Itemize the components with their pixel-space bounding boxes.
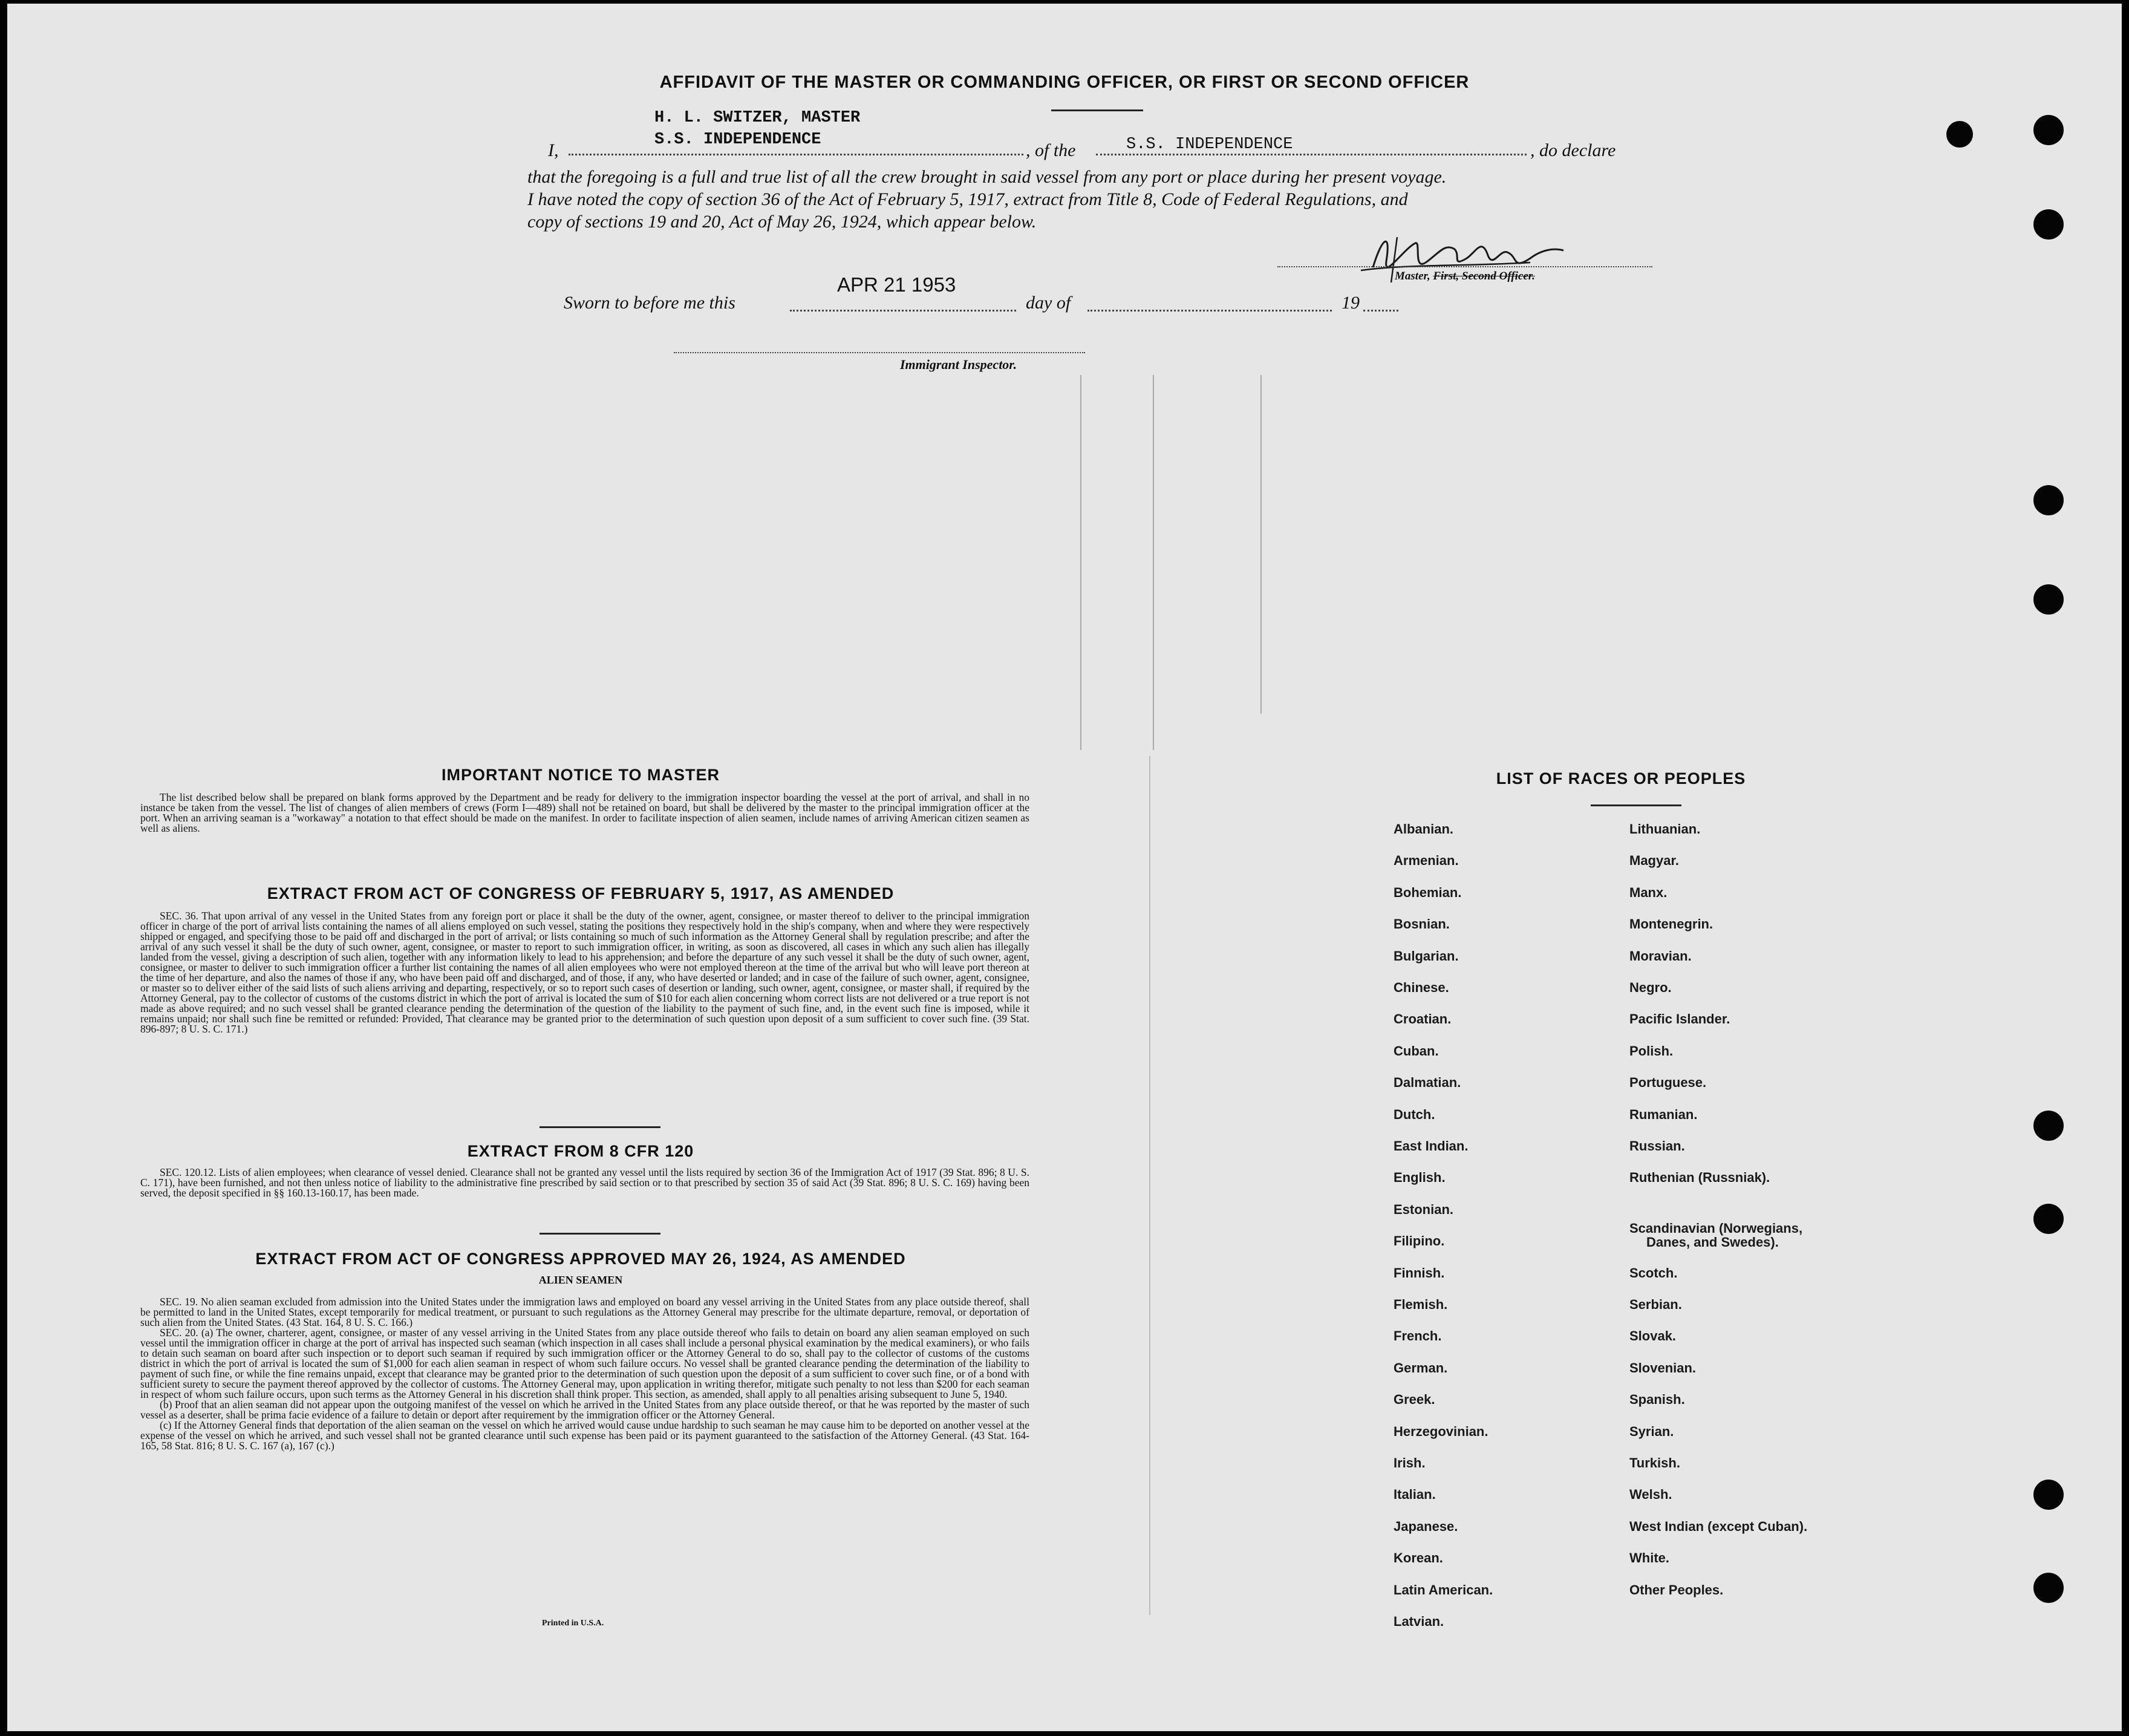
extract-cfr-heading: EXTRACT FROM 8 CFR 120 (467, 1142, 694, 1160)
race-item: Greek. (1394, 1392, 1435, 1408)
race-item: Italian. (1394, 1487, 1436, 1503)
race-item: Flemish. (1394, 1297, 1448, 1312)
race-item: Latvian. (1394, 1614, 1444, 1629)
race-item: Albanian. (1394, 821, 1454, 837)
race-item: Croatian. (1394, 1011, 1452, 1027)
signature-role (1395, 270, 1535, 283)
vessel-field-line (1096, 154, 1527, 155)
punch-hole (2033, 209, 2064, 240)
race-item: Korean. (1394, 1550, 1443, 1566)
extract-1917-paragraph: SEC. 36. That upon arrival of any vessel in the United States from any foreign port or place it shall be the duty of the owner, agent, consignee, or master thereof to deliver to the principal immigration officer in charge of the port of arrival lists containing the names of all aliens employed on such vessel, stating the positions they respectively hold in the ship's company, when and where they were respectively shipped or engaged, and specifying those to be paid off and discharged in the port of arrival; or lists containing so much of such information as the Attorney General shall by regulation prescribe; and after the arrival of any such vessel it shall be the duty of such owner, agent, consignee, or master to report to such immigration officer, in writing, as soon as discovered, all cases in which any such alien has illegally landed from the vessel, giving a description of such alien, together with any information likely to lead to his apprehension; and before the departure of any such vessel it shall be the duty of such owner, agent, consignee, or master to deliver to such immigration officer a further list containing the names of all alien employees who were not employed thereon at the time of the arrival but who will leave port thereon at the time of her departure, and also the names of those if any, who have been paid off and discharged, and of those, if any, who have deserted or landed; and in case of the failure of such owner, agent, consignee, or master so to deliver either of the said lists of such aliens arriving and departing, respectively, or so to report such cases of desertion or landing, such owner, agent, consignee, or master shall, if required by the Attorney General, pay to the collector of customs of the customs district in which the port of arrival is located the sum of $10 for each alien concerning whom correct lists are not delivered or a true report is not made as above required; and no such vessel shall be granted clearance pending the determination of the question of the liability to the payment of such fine, and, in the event such fine is imposed, while it remains unpaid; nor shall such fine be remitted or refunded: Provided, That clearance may be granted prior to the determination of such question upon deposit of a sum sufficient to cover such fine. (39 Stat. 896-897; 8 U. S. C. 171.) (140, 910, 1029, 1035)
race-item: Slovak. (1629, 1328, 1677, 1344)
sec-19-paragraph: SEC. 19. No alien seaman excluded from admission into the United States under the immigration laws and employed on board any vessel arriving in the United States from any place outside thereof, shall be permitted to land in the United States, except temporarily for medical treatment, or pursuant to such regulations as the Attorney General may prescribe for the ultimate departure, removal, or deportation of such alien from the United States. (43 Stat. 164, 8 U. S. C. 166.) (140, 1296, 1029, 1328)
race-item: English. (1394, 1170, 1446, 1186)
race-item: Welsh. (1629, 1487, 1672, 1503)
extract-1924-heading: EXTRACT FROM ACT OF CONGRESS APPROVED MAY 26, 1924, AS AMENDED (255, 1250, 906, 1268)
sworn-prefix: Sworn to before me this (564, 293, 735, 313)
sworn-year-line (1363, 310, 1398, 312)
race-item: Polish. (1629, 1043, 1674, 1059)
typed-of-vessel: S.S. INDEPENDENCE (1126, 135, 1293, 154)
punch-hole (2033, 1573, 2064, 1603)
race-item: Bosnian. (1394, 916, 1450, 932)
race-item: Estonian. (1394, 1201, 1454, 1217)
faint-line-4 (1149, 756, 1150, 1615)
race-item: White. (1629, 1550, 1669, 1566)
race-item: Dutch. (1394, 1106, 1435, 1122)
race-item: Bohemian. (1394, 884, 1462, 900)
decl-do-declare: , do declare (1530, 140, 1616, 160)
sworn-day-line (790, 310, 1016, 312)
race-item: Montenegrin. (1629, 916, 1713, 932)
decl-of-the: , of the (1026, 140, 1076, 160)
race-item: Manx. (1629, 884, 1668, 900)
section-rule (540, 1126, 660, 1128)
role-master: Master, (1395, 270, 1433, 282)
alien-seamen-subheading: ALIEN SEAMEN (538, 1274, 623, 1286)
race-item: French. (1394, 1328, 1442, 1344)
decl-i: I, (548, 140, 559, 160)
race-item: Filipino. (1394, 1233, 1445, 1249)
document-sheet (7, 4, 2122, 1731)
race-item: Slovenian. (1629, 1360, 1697, 1375)
decl-line-4: copy of sections 19 and 20, Act of May 26, 1924, which appear below. (527, 212, 1037, 232)
punch-hole (2033, 1111, 2064, 1141)
declaration-text (527, 166, 1658, 233)
race-item: Syrian. (1629, 1423, 1674, 1439)
inspector-line (674, 352, 1085, 353)
race-item: German. (1394, 1360, 1448, 1375)
notice-paragraph: The list described below shall be prepared on blank forms approved by the Department and be ready for delivery to the immigration inspector boarding the vessel at the port of arrival, and shall in no instance be taken from the vessel. The list of changes of alien members of crews (Form I—489) shall not be retained on board, but shall be delivered by the master to the principal immigration officer at the port. When an arriving seaman is a "workaway" a notation to that effect should be made on the manifest. In order to facilitate inspection of alien seamen, include names of arriving American citizen seamen as well as aliens. (140, 791, 1029, 834)
race-item: Scandinavian (Norwegians, (1629, 1221, 1803, 1236)
race-item: Latin American. (1394, 1582, 1493, 1597)
extract-1924-body (140, 1297, 1029, 1451)
extract-1917-body (140, 911, 1029, 1034)
sec-20c-paragraph: (c) If the Attorney General finds that deportation of the alien seaman on the vessel on which he arrived would cause undue hardship to such seaman he may cause him to be deported on another vessel at the expense of the vessel on which he arrived, and such vessel shall not be granted clearance until such expense has been paid or its payment guaranteed to the satisfaction of the Attorney General. (43 Stat. 164-165, 58 Stat. 816; 8 U. S. C. 167 (a), 167 (c).) (140, 1419, 1029, 1452)
extract-1917-heading: EXTRACT FROM ACT OF CONGRESS OF FEBRUARY 5, 1917, AS AMENDED (267, 884, 895, 902)
race-item: Serbian. (1629, 1297, 1682, 1312)
punch-hole (2033, 1480, 2064, 1510)
name-field-line (569, 154, 1023, 155)
sworn-year: 19 (1342, 293, 1360, 313)
race-item: Dalmatian. (1394, 1075, 1461, 1091)
punch-hole (2033, 1204, 2064, 1234)
race-item: West Indian (except Cuban). (1629, 1518, 1808, 1534)
race-item: Finnish. (1394, 1265, 1445, 1281)
race-item: Turkish. (1629, 1455, 1680, 1470)
faint-line-1 (1080, 375, 1081, 750)
race-item: Magyar. (1629, 853, 1679, 869)
affidavit-title: AFFIDAVIT OF THE MASTER OR COMMANDING OFFICER, OR FIRST OR SECOND OFFICER (659, 73, 1470, 92)
race-item: Bulgarian. (1394, 948, 1459, 964)
race-item: Moravian. (1629, 948, 1692, 964)
races-rule (1591, 804, 1681, 806)
punch-hole (1946, 121, 1973, 148)
extract-cfr-body (140, 1167, 1029, 1198)
faint-line-3 (1260, 375, 1262, 714)
race-item: Chinese. (1394, 980, 1449, 995)
title-rule (1051, 109, 1143, 111)
inspector-label: Immigrant Inspector. (900, 357, 1017, 372)
signature-line (1277, 266, 1652, 267)
notice-heading: IMPORTANT NOTICE TO MASTER (442, 766, 720, 784)
typed-vessel-line: S.S. INDEPENDENCE (654, 131, 821, 149)
race-item: Portuguese. (1629, 1075, 1707, 1091)
race-item: Cuban. (1394, 1043, 1439, 1059)
race-item: Japanese. (1394, 1518, 1458, 1534)
race-item: Irish. (1394, 1455, 1426, 1470)
races-heading: LIST OF RACES OR PEOPLES (1496, 769, 1746, 788)
punch-hole (2033, 584, 2064, 615)
race-item: Herzegovinian. (1394, 1423, 1488, 1439)
punch-hole (2033, 115, 2064, 145)
race-item: Ruthenian (Russniak). (1629, 1170, 1770, 1186)
sec-20a-paragraph: SEC. 20. (a) The owner, charterer, agent, consignee, or master of any vessel arriving in the United States from any place outside thereof who fails to detain on board any alien seaman employed on such vessel until the immigration officer in charge at the port of arrival has inspected such seaman (which inspection in all cases shall include a personal physical examination by the medical examiners), or who fails to detain such seaman on board after such inspection or to deport such seaman if required by such immigration officer or the Attorney General to do so, shall pay to the collector of customs of the customs district in which the port of arrival is located the sum of $1,000 for each alien seaman in respect of whom such failure occurs. No vessel shall be granted clearance pending the determination of the liability to payment of such fine, or while the fine remains unpaid, except that clearance may be granted prior to the determination of such question upon the deposit of a sum sufficient to cover such fine, or of a bond with sufficient surety to secure the payment thereof approved by the collector of customs. The Attorney General may, upon application in writing therefor, mitigate such penalty to not less than $200 for each seaman in respect of whom such failure occurs, upon such terms as the Attorney General in his discretion shall think proper. This section, as amended, shall apply to all penalties arising subsequent to June 5, 1940. (140, 1326, 1029, 1400)
race-item: Other Peoples. (1629, 1582, 1724, 1597)
race-item: East Indian. (1394, 1138, 1469, 1154)
punch-hole (2033, 485, 2064, 515)
race-item: Armenian. (1394, 853, 1459, 869)
decl-line-3: I have noted the copy of section 36 of the Act of February 5, 1917, extract from Title 8, Code of Federal Regulations, and (527, 189, 1408, 209)
role-struck: First, Second Officer. (1433, 270, 1535, 282)
sworn-day-of: day of (1026, 293, 1071, 313)
extract-cfr-paragraph: SEC. 120.12. Lists of alien employees; when clearance of vessel denied. Clearance shall not be granted any vessel until the lists required by section 36 of the Immigration Act of 1917 (39 Stat. 896; 8 U. S. C. 171), have been furnished, and not then unless notice of liability to the administrative fine prescribed by said section or to that prescribed by section 35 of said Act (39 Stat. 896; 8 U. S. C. 169) having been served, the deposit specified in §§ 160.13-160.17, has been made. (140, 1166, 1029, 1199)
notice-body (140, 792, 1029, 834)
race-item: Scotch. (1629, 1265, 1678, 1281)
printed-in-usa: Printed in U.S.A. (542, 1619, 604, 1628)
race-item: Lithuanian. (1629, 821, 1701, 837)
sworn-month-line (1087, 310, 1332, 312)
typed-master-name: H. L. SWITZER, MASTER (654, 109, 861, 127)
race-item: Pacific Islander. (1629, 1011, 1730, 1027)
sec-20b-paragraph: (b) Proof that an alien seaman did not appear upon the outgoing manifest of the vessel on which he arrived in the United States from any place outside thereof, or that he was reported by the master of such vessel as a deserter, shall be prima facie evidence of a failure to detain or deport after requirement by the immigration officer or the Attorney General. (140, 1398, 1029, 1421)
race-item: Spanish. (1629, 1392, 1685, 1408)
faint-line-2 (1153, 375, 1154, 750)
race-item: Russian. (1629, 1138, 1685, 1154)
sworn-date-stamp: APR 21 1953 (837, 273, 956, 296)
race-item: Negro. (1629, 980, 1672, 995)
section-rule (540, 1233, 660, 1235)
decl-line-2: that the foregoing is a full and true list of all the crew brought in said vessel from any port or place during her present voyage. (527, 167, 1447, 187)
race-item: Danes, and Swedes). (1646, 1234, 1779, 1250)
race-item: Rumanian. (1629, 1106, 1698, 1122)
